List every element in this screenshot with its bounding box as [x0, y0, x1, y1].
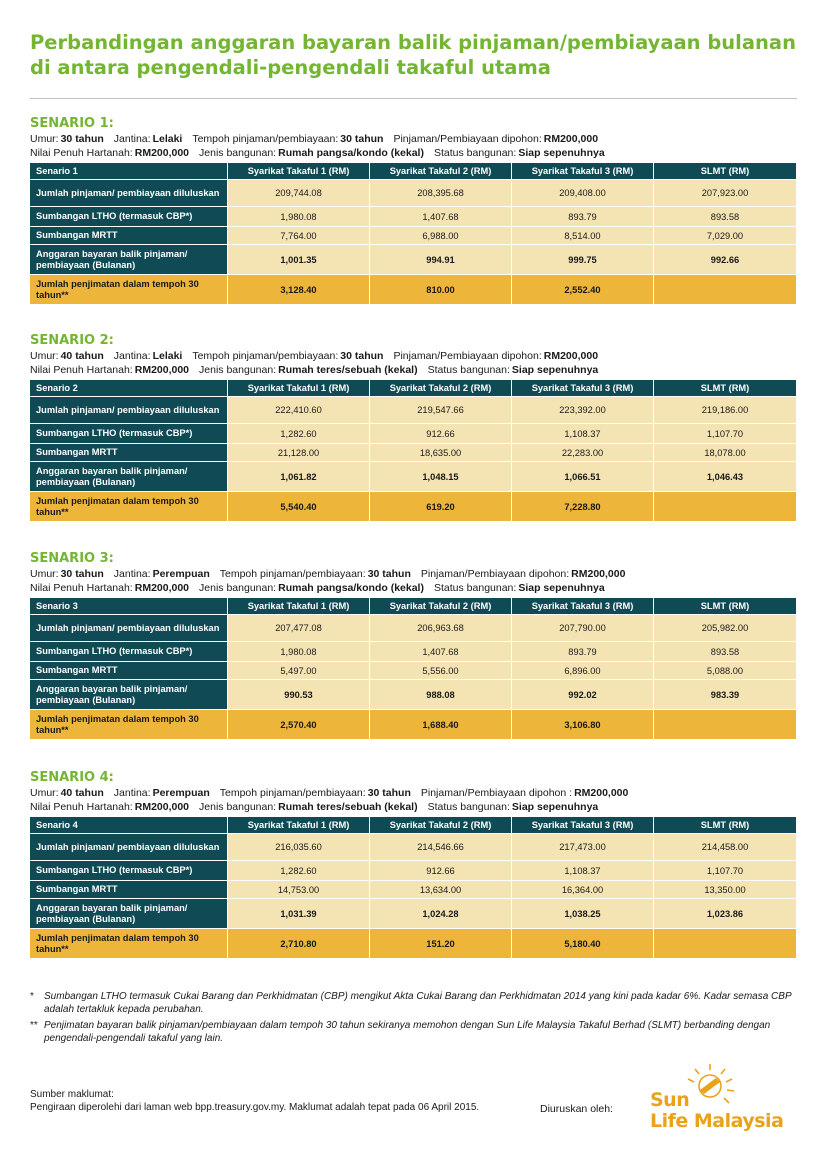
table-cell: 912.66 — [370, 861, 512, 881]
table-cell: 1,061.82 — [228, 462, 370, 492]
scenario-section — [30, 770, 797, 959]
table-cell: 1,038.25 — [512, 899, 654, 929]
table-cell: 222,410.60 — [228, 397, 370, 424]
table-row — [30, 397, 797, 424]
table-cell: 205,982.00 — [654, 615, 797, 642]
scenario-section — [30, 333, 797, 522]
table-cell: 5,556.00 — [370, 662, 512, 680]
brand-logo — [650, 1090, 783, 1132]
parameter-label: Jenis bangunan: — [199, 800, 277, 813]
row-label: Sumbangan LTHO (termasuk CBP*) — [30, 861, 228, 881]
table-cell: 18,635.00 — [370, 444, 512, 462]
parameter-label: Tempoh pinjaman/pembiayaan: — [219, 787, 366, 799]
parameter-value: 30 tahun — [367, 568, 411, 580]
table-row — [30, 899, 797, 929]
table-cell: 1,282.60 — [228, 861, 370, 881]
table-cell: 1,023.86 — [654, 899, 797, 929]
row-label: Sumbangan LTHO (termasuk CBP*) — [30, 642, 228, 662]
parameter-label: Status bangunan: — [433, 146, 517, 159]
scenario-heading: SENARIO 2: — [30, 333, 114, 348]
parameter-value: RM200,000 — [574, 787, 629, 799]
table-cell — [654, 492, 797, 522]
scenario-parameters — [30, 350, 797, 364]
table-cell: 619.20 — [370, 492, 512, 522]
footnote-1 — [30, 990, 800, 1016]
parameter-value: RM200,000 — [134, 363, 190, 376]
parameter-value: 40 tahun — [60, 350, 104, 362]
row-label: Jumlah pinjaman/ pembiayaan diluluskan — [30, 615, 228, 642]
row-label: Sumbangan LTHO (termasuk CBP*) — [30, 424, 228, 444]
row-label: Sumbangan MRTT — [30, 662, 228, 680]
scenario-heading: SENARIO 3: — [30, 551, 114, 566]
column-header: SLMT (RM) — [654, 598, 797, 615]
row-label: Jumlah penjimatan dalam tempoh 30 tahun** — [30, 929, 228, 959]
footnote-text: Penjimatan bayaran balik pinjaman/pembiayaan dalam tempoh 30 tahun sekiranya memohon dengan Sun Life Malaysia Takaful Berhad (SLMT) berbanding dengan pengendali-pengendali takaful yang lain. — [44, 1020, 771, 1044]
row-label: Sumbangan MRTT — [30, 444, 228, 462]
footnote-mark: ** — [30, 1020, 38, 1031]
table-cell: 1,066.51 — [512, 462, 654, 492]
table-cell: 216,035.60 — [228, 834, 370, 861]
column-header: Syarikat Takaful 2 (RM) — [370, 817, 512, 834]
column-header: Syarikat Takaful 3 (RM) — [512, 817, 654, 834]
column-header: Syarikat Takaful 1 (RM) — [228, 163, 370, 180]
table-cell: 22,283.00 — [512, 444, 654, 462]
table-cell: 1,407.68 — [370, 207, 512, 227]
parameter-value: Lelaki — [152, 350, 183, 362]
table-row — [30, 275, 797, 305]
column-header: Syarikat Takaful 2 (RM) — [370, 380, 512, 397]
table-cell: 992.66 — [654, 245, 797, 275]
table-cell: 988.08 — [370, 680, 512, 710]
table-cell: 219,186.00 — [654, 397, 797, 424]
parameter-value: Rumah teres/sebuah (kekal) — [278, 800, 418, 813]
scenario-parameters — [30, 364, 797, 378]
table-row — [30, 180, 797, 207]
title-divider — [30, 98, 797, 99]
row-label: Anggaran bayaran balik pinjaman/ pembiayaan (Bulanan) — [30, 680, 228, 710]
parameter-label: Umur: — [30, 568, 59, 580]
table-scenario-label: Senario 4 — [30, 817, 228, 834]
row-label: Jumlah pinjaman/ pembiayaan diluluskan — [30, 834, 228, 861]
parameter-value: RM200,000 — [134, 146, 190, 159]
scenario-parameters — [30, 133, 797, 147]
column-header: Syarikat Takaful 1 (RM) — [228, 380, 370, 397]
table-cell: 1,407.68 — [370, 642, 512, 662]
table-cell: 18,078.00 — [654, 444, 797, 462]
column-header: Syarikat Takaful 1 (RM) — [228, 817, 370, 834]
row-label: Anggaran bayaran balik pinjaman/ pembiayaan (Bulanan) — [30, 245, 228, 275]
parameter-value: 30 tahun — [340, 350, 384, 362]
table-cell: 208,395.68 — [370, 180, 512, 207]
table-header-row — [30, 380, 797, 397]
parameter-value: Rumah teres/sebuah (kekal) — [278, 363, 418, 376]
table-cell: 994.91 — [370, 245, 512, 275]
row-label: Jumlah penjimatan dalam tempoh 30 tahun** — [30, 492, 228, 522]
source-heading: Sumber maklumat: — [30, 1089, 114, 1100]
table-cell: 5,540.40 — [228, 492, 370, 522]
table-cell: 209,744.08 — [228, 180, 370, 207]
table-cell: 214,458.00 — [654, 834, 797, 861]
table-cell: 1,046.43 — [654, 462, 797, 492]
row-label: Jumlah pinjaman/ pembiayaan diluluskan — [30, 180, 228, 207]
parameter-label: Umur: — [30, 350, 59, 362]
parameter-label: Nilai Penuh Hartanah: — [30, 146, 133, 159]
table-header-row — [30, 163, 797, 180]
table-cell: 209,408.00 — [512, 180, 654, 207]
parameter-label: Jantina: — [113, 133, 151, 145]
table-cell: 21,128.00 — [228, 444, 370, 462]
table-row — [30, 710, 797, 740]
managed-by-label: Diuruskan oleh: — [540, 1103, 613, 1115]
parameter-value: Siap sepenuhnya — [518, 146, 605, 159]
scenario-parameters — [30, 568, 797, 582]
table-row — [30, 680, 797, 710]
parameter-label: Pinjaman/Pembiayaan dipohon : — [420, 787, 573, 799]
table-cell: 1,108.37 — [512, 424, 654, 444]
parameter-label: Tempoh pinjaman/pembiayaan: — [219, 568, 366, 580]
table-cell: 7,029.00 — [654, 227, 797, 245]
scenario-section — [30, 116, 797, 305]
parameter-label: Nilai Penuh Hartanah: — [30, 581, 133, 594]
scenario-section — [30, 551, 797, 740]
table-row — [30, 642, 797, 662]
table-cell: 223,392.00 — [512, 397, 654, 424]
table-cell: 893.79 — [512, 207, 654, 227]
logo-line-2: Life Malaysia — [650, 1110, 784, 1132]
comparison-table — [30, 817, 797, 959]
comparison-table — [30, 598, 797, 740]
table-row — [30, 834, 797, 861]
table-cell: 6,896.00 — [512, 662, 654, 680]
table-cell — [654, 275, 797, 305]
table-cell — [654, 929, 797, 959]
parameter-value: RM200,000 — [543, 350, 599, 362]
table-cell: 2,710.80 — [228, 929, 370, 959]
table-cell: 214,546.66 — [370, 834, 512, 861]
parameter-value: RM200,000 — [543, 133, 599, 145]
parameter-label: Tempoh pinjaman/pembiayaan: — [192, 133, 339, 145]
table-cell: 1,688.40 — [370, 710, 512, 740]
footnote-2 — [30, 1019, 800, 1045]
parameter-label: Jantina: — [113, 350, 151, 362]
table-row — [30, 615, 797, 642]
scenario-heading: SENARIO 4: — [30, 770, 114, 785]
footnote-text: Sumbangan LTHO termasuk Cukai Barang dan Perkhidmatan (CBP) mengikut Akta Cukai Barang dan Perkhidmatan 2014 yang kini pada kadar 6%. Kadar semasa CBP adalah tertakluk kepada perubahan. — [44, 991, 792, 1015]
parameter-label: Pinjaman/Pembiayaan dipohon: — [393, 133, 542, 145]
table-cell: 810.00 — [370, 275, 512, 305]
table-header-row — [30, 598, 797, 615]
parameter-label: Status bangunan: — [427, 363, 510, 376]
table-row — [30, 245, 797, 275]
parameter-label: Tempoh pinjaman/pembiayaan: — [192, 350, 339, 362]
table-cell: 7,228.80 — [512, 492, 654, 522]
parameter-value: RM200,000 — [134, 581, 190, 594]
column-header: Syarikat Takaful 3 (RM) — [512, 380, 654, 397]
table-cell: 990.53 — [228, 680, 370, 710]
parameter-label: Nilai Penuh Hartanah: — [30, 363, 133, 376]
column-header: SLMT (RM) — [654, 163, 797, 180]
comparison-table — [30, 380, 797, 522]
parameter-value: 30 tahun — [60, 568, 104, 580]
parameter-label: Jenis bangunan: — [199, 581, 277, 594]
row-label: Jumlah penjimatan dalam tempoh 30 tahun** — [30, 275, 228, 305]
table-scenario-label: Senario 2 — [30, 380, 228, 397]
parameter-label: Status bangunan: — [427, 800, 510, 813]
table-cell: 1,980.08 — [228, 642, 370, 662]
table-cell: 1,031.39 — [228, 899, 370, 929]
table-cell: 219,547.66 — [370, 397, 512, 424]
column-header: SLMT (RM) — [654, 817, 797, 834]
scenario-parameters — [30, 582, 797, 596]
table-header-row — [30, 817, 797, 834]
row-label: Sumbangan MRTT — [30, 227, 228, 245]
column-header: Syarikat Takaful 3 (RM) — [512, 598, 654, 615]
table-cell: 151.20 — [370, 929, 512, 959]
parameter-label: Pinjaman/Pembiayaan dipohon: — [420, 568, 570, 580]
table-cell: 912.66 — [370, 424, 512, 444]
footnote-mark: * — [30, 991, 34, 1002]
table-row — [30, 662, 797, 680]
table-cell: 3,128.40 — [228, 275, 370, 305]
row-label: Sumbangan MRTT — [30, 881, 228, 899]
table-cell: 893.58 — [654, 642, 797, 662]
table-cell: 992.02 — [512, 680, 654, 710]
parameter-label: Status bangunan: — [433, 581, 517, 594]
table-cell: 893.58 — [654, 207, 797, 227]
parameter-value: 40 tahun — [60, 787, 104, 799]
source-text: Pengiraan diperolehi dari laman web bpp.treasury.gov.my. Maklumat adalah tepat pada 06 April 2015. — [30, 1102, 480, 1113]
table-cell: 1,048.15 — [370, 462, 512, 492]
table-cell: 13,634.00 — [370, 881, 512, 899]
comparison-table — [30, 163, 797, 305]
table-cell: 999.75 — [512, 245, 654, 275]
table-cell: 1,024.28 — [370, 899, 512, 929]
parameter-value: Rumah pangsa/kondo (kekal) — [278, 146, 424, 159]
parameter-label: Jantina: — [113, 787, 151, 799]
row-label: Anggaran bayaran balik pinjaman/ pembiayaan (Bulanan) — [30, 462, 228, 492]
table-cell: 5,088.00 — [654, 662, 797, 680]
page-title: Perbandingan anggaran bayaran balik pinjaman/pembiayaan bulanan di antara pengendali-pengendali takaful utama — [30, 31, 796, 79]
table-cell: 983.39 — [654, 680, 797, 710]
parameter-value: Lelaki — [152, 133, 183, 145]
row-label: Anggaran bayaran balik pinjaman/ pembiayaan (Bulanan) — [30, 899, 228, 929]
column-header: SLMT (RM) — [654, 380, 797, 397]
table-cell: 3,106.80 — [512, 710, 654, 740]
parameter-label: Jantina: — [113, 568, 151, 580]
table-scenario-label: Senario 1 — [30, 163, 228, 180]
table-cell: 8,514.00 — [512, 227, 654, 245]
table-row — [30, 207, 797, 227]
parameter-value: RM200,000 — [571, 568, 626, 580]
table-cell: 16,364.00 — [512, 881, 654, 899]
column-header: Syarikat Takaful 2 (RM) — [370, 598, 512, 615]
parameter-value: Rumah pangsa/kondo (kekal) — [278, 581, 424, 594]
table-row — [30, 861, 797, 881]
row-label: Jumlah penjimatan dalam tempoh 30 tahun** — [30, 710, 228, 740]
parameter-value: 30 tahun — [340, 133, 384, 145]
parameter-value: Perempuan — [152, 568, 210, 580]
parameter-label: Nilai Penuh Hartanah: — [30, 800, 133, 813]
parameter-value: Perempuan — [152, 787, 210, 799]
column-header: Syarikat Takaful 3 (RM) — [512, 163, 654, 180]
table-cell: 893.79 — [512, 642, 654, 662]
source-info — [30, 1088, 479, 1114]
column-header: Syarikat Takaful 2 (RM) — [370, 163, 512, 180]
scenario-parameters — [30, 147, 797, 161]
column-header: Syarikat Takaful 1 (RM) — [228, 598, 370, 615]
table-cell: 1,980.08 — [228, 207, 370, 227]
table-cell: 7,764.00 — [228, 227, 370, 245]
table-row — [30, 929, 797, 959]
parameter-label: Umur: — [30, 787, 59, 799]
row-label: Sumbangan LTHO (termasuk CBP*) — [30, 207, 228, 227]
table-cell: 5,180.40 — [512, 929, 654, 959]
table-row — [30, 424, 797, 444]
parameter-label: Pinjaman/Pembiayaan dipohon: — [393, 350, 542, 362]
table-cell: 1,001.35 — [228, 245, 370, 275]
parameter-value: Siap sepenuhnya — [511, 363, 599, 376]
parameter-value: Siap sepenuhnya — [518, 581, 605, 594]
table-cell: 1,107.70 — [654, 424, 797, 444]
parameter-value: 30 tahun — [367, 787, 411, 799]
table-cell: 207,923.00 — [654, 180, 797, 207]
table-cell: 217,473.00 — [512, 834, 654, 861]
table-cell: 1,282.60 — [228, 424, 370, 444]
parameter-value: 30 tahun — [60, 133, 104, 145]
table-cell: 207,790.00 — [512, 615, 654, 642]
table-cell: 14,753.00 — [228, 881, 370, 899]
table-scenario-label: Senario 3 — [30, 598, 228, 615]
table-cell: 206,963.68 — [370, 615, 512, 642]
scenario-heading: SENARIO 1: — [30, 116, 114, 131]
table-cell — [654, 710, 797, 740]
table-cell: 2,552.40 — [512, 275, 654, 305]
table-row — [30, 492, 797, 522]
table-cell: 5,497.00 — [228, 662, 370, 680]
scenario-parameters — [30, 787, 797, 801]
scenario-parameters — [30, 801, 797, 815]
logo-line-1: Sun — [650, 1089, 690, 1111]
table-cell: 1,107.70 — [654, 861, 797, 881]
table-cell: 207,477.08 — [228, 615, 370, 642]
table-cell: 2,570.40 — [228, 710, 370, 740]
table-cell: 6,988.00 — [370, 227, 512, 245]
footnotes — [30, 990, 800, 1048]
parameter-label: Jenis bangunan: — [199, 146, 277, 159]
table-row — [30, 881, 797, 899]
table-row — [30, 227, 797, 245]
table-cell: 13,350.00 — [654, 881, 797, 899]
parameter-value: Siap sepenuhnya — [511, 800, 599, 813]
table-cell: 1,108.37 — [512, 861, 654, 881]
parameter-label: Jenis bangunan: — [199, 363, 277, 376]
table-row — [30, 444, 797, 462]
parameter-value: RM200,000 — [134, 800, 190, 813]
table-row — [30, 462, 797, 492]
parameter-label: Umur: — [30, 133, 59, 145]
row-label: Jumlah pinjaman/ pembiayaan diluluskan — [30, 397, 228, 424]
